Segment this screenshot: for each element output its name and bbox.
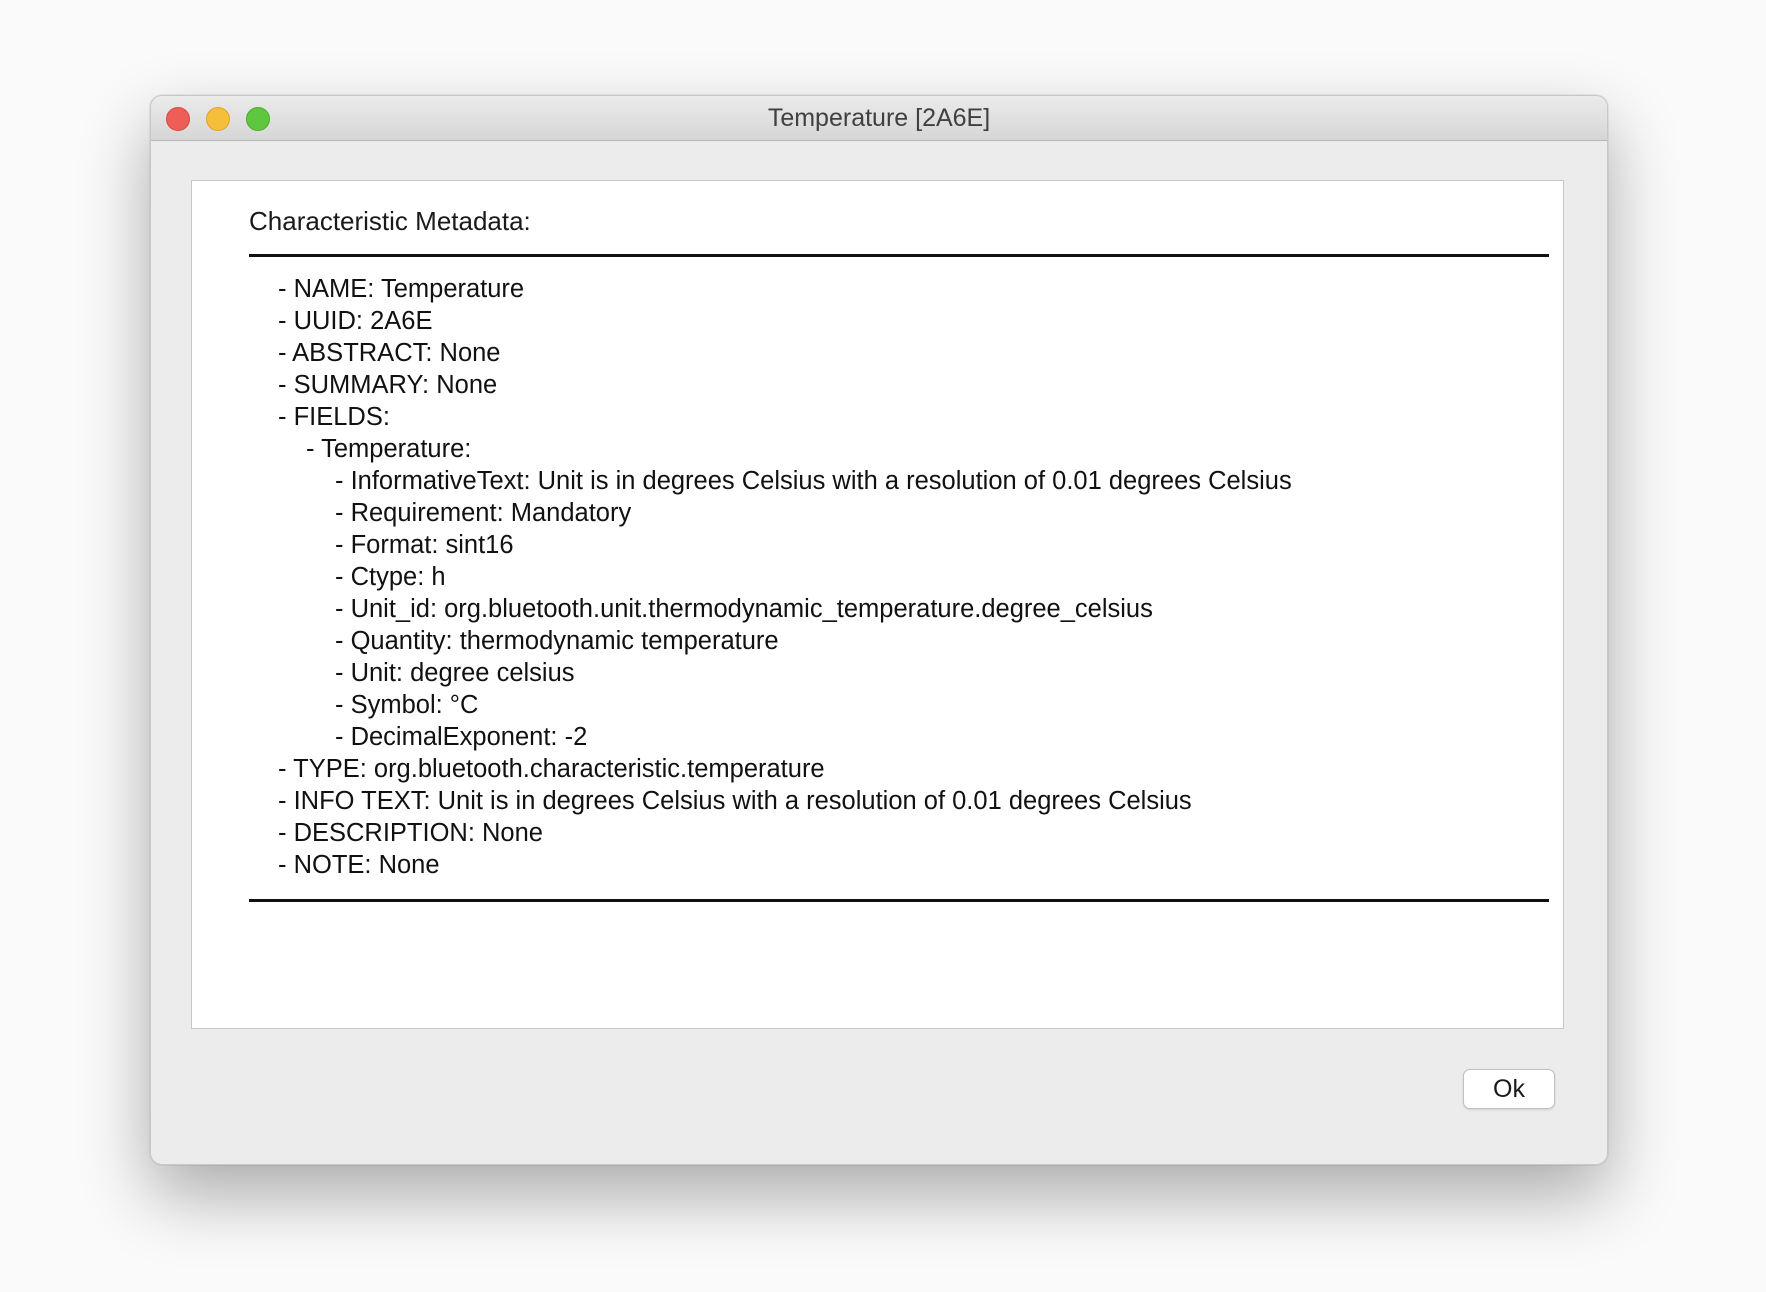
metadata-line: - SUMMARY: None — [278, 371, 498, 399]
bottom-divider — [249, 899, 1549, 902]
metadata-line: - DESCRIPTION: None — [278, 819, 543, 847]
metadata-line: - FIELDS: — [278, 403, 390, 431]
metadata-heading: Characteristic Metadata: — [249, 206, 531, 236]
metadata-line: - NOTE: None — [278, 851, 440, 879]
metadata-line: - Temperature: — [306, 435, 472, 463]
metadata-line: - UUID: 2A6E — [278, 307, 433, 335]
metadata-line: - InformativeText: Unit is in degrees Celsius with a resolution of 0.01 degrees Celsius — [335, 467, 1292, 495]
title-bar[interactable] — [151, 96, 1607, 141]
metadata-line: - Unit_id: org.bluetooth.unit.thermodynamic_temperature.degree_celsius — [335, 595, 1153, 623]
metadata-line: - Quantity: thermodynamic temperature — [335, 627, 779, 655]
metadata-line: - TYPE: org.bluetooth.characteristic.temperature — [278, 755, 825, 783]
metadata-line: - Symbol: °C — [335, 691, 479, 719]
metadata-line: - ABSTRACT: None — [278, 339, 501, 367]
window-title: Temperature [2A6E] — [767, 104, 991, 132]
metadata-line: - NAME: Temperature — [278, 275, 525, 303]
top-divider — [249, 254, 1549, 257]
metadata-line: - Requirement: Mandatory — [335, 499, 632, 527]
metadata-line: - Unit: degree celsius — [335, 659, 575, 687]
metadata-list — [249, 273, 1292, 881]
ok-button[interactable]: Ok — [1463, 1069, 1555, 1109]
metadata-panel — [191, 180, 1564, 1029]
metadata-line: - DecimalExponent: -2 — [335, 723, 588, 751]
dialog-window — [150, 95, 1608, 1165]
metadata-line: - Ctype: h — [335, 563, 446, 591]
metadata-line: - Format: sint16 — [335, 531, 514, 559]
metadata-line: - INFO TEXT: Unit is in degrees Celsius with a resolution of 0.01 degrees Celsius — [278, 787, 1192, 815]
